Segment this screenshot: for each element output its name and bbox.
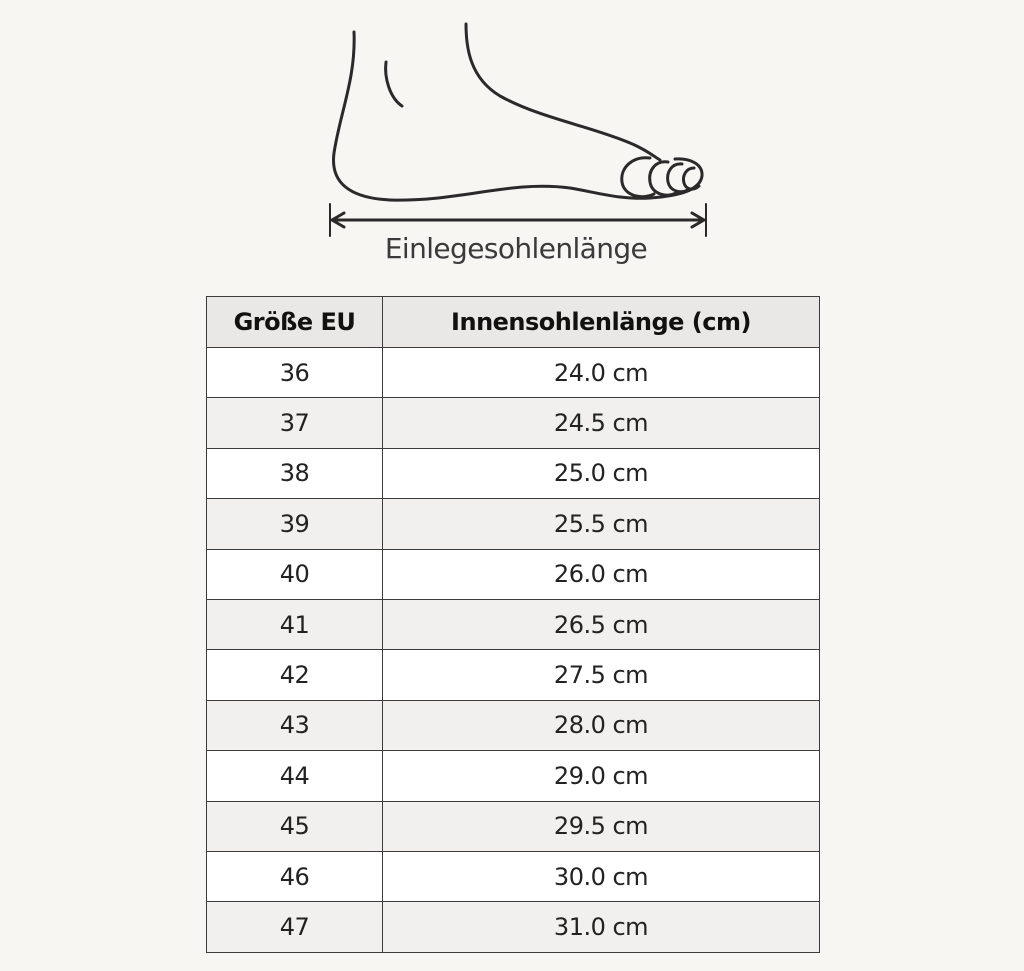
table-row: [207, 902, 820, 952]
table-row: [207, 700, 820, 750]
table-row: [207, 448, 820, 498]
cell-size: 38: [207, 448, 383, 498]
ankle-line: [386, 62, 402, 106]
cell-length: 24.0 cm: [383, 348, 820, 398]
cell-length: 30.0 cm: [383, 851, 820, 901]
cell-size: 44: [207, 751, 383, 801]
cell-size: 47: [207, 902, 383, 952]
measure-label: Einlegesohlenlänge: [384, 232, 648, 265]
cell-size: 40: [207, 549, 383, 599]
foot-top-line: [466, 24, 660, 160]
table-row: [207, 398, 820, 448]
table-header-row: [207, 297, 820, 348]
cell-length: 26.5 cm: [383, 599, 820, 649]
cell-size: 37: [207, 398, 383, 448]
cell-size: 42: [207, 650, 383, 700]
cell-length: 26.0 cm: [383, 549, 820, 599]
foot-outline-icon: [320, 18, 720, 238]
table-row: [207, 751, 820, 801]
cell-size: 46: [207, 851, 383, 901]
table-row: [207, 599, 820, 649]
cell-length: 29.0 cm: [383, 751, 820, 801]
header-length: Innensohlenlänge (cm): [383, 297, 820, 348]
cell-length: 28.0 cm: [383, 700, 820, 750]
cell-size: 41: [207, 599, 383, 649]
table-row: [207, 348, 820, 398]
cell-length: 29.5 cm: [383, 801, 820, 851]
cell-size: 45: [207, 801, 383, 851]
table-row: [207, 650, 820, 700]
cell-length: 25.5 cm: [383, 499, 820, 549]
cell-length: 25.0 cm: [383, 448, 820, 498]
table-row: [207, 851, 820, 901]
table-row: [207, 499, 820, 549]
table-row: [207, 549, 820, 599]
cell-size: 36: [207, 348, 383, 398]
cell-length: 24.5 cm: [383, 398, 820, 448]
foot-heel-line: [333, 32, 702, 200]
cell-length: 27.5 cm: [383, 650, 820, 700]
table-row: [207, 801, 820, 851]
cell-size: 43: [207, 700, 383, 750]
size-table: [206, 296, 820, 953]
cell-size: 39: [207, 499, 383, 549]
cell-length: 31.0 cm: [383, 902, 820, 952]
header-size: Größe EU: [207, 297, 383, 348]
